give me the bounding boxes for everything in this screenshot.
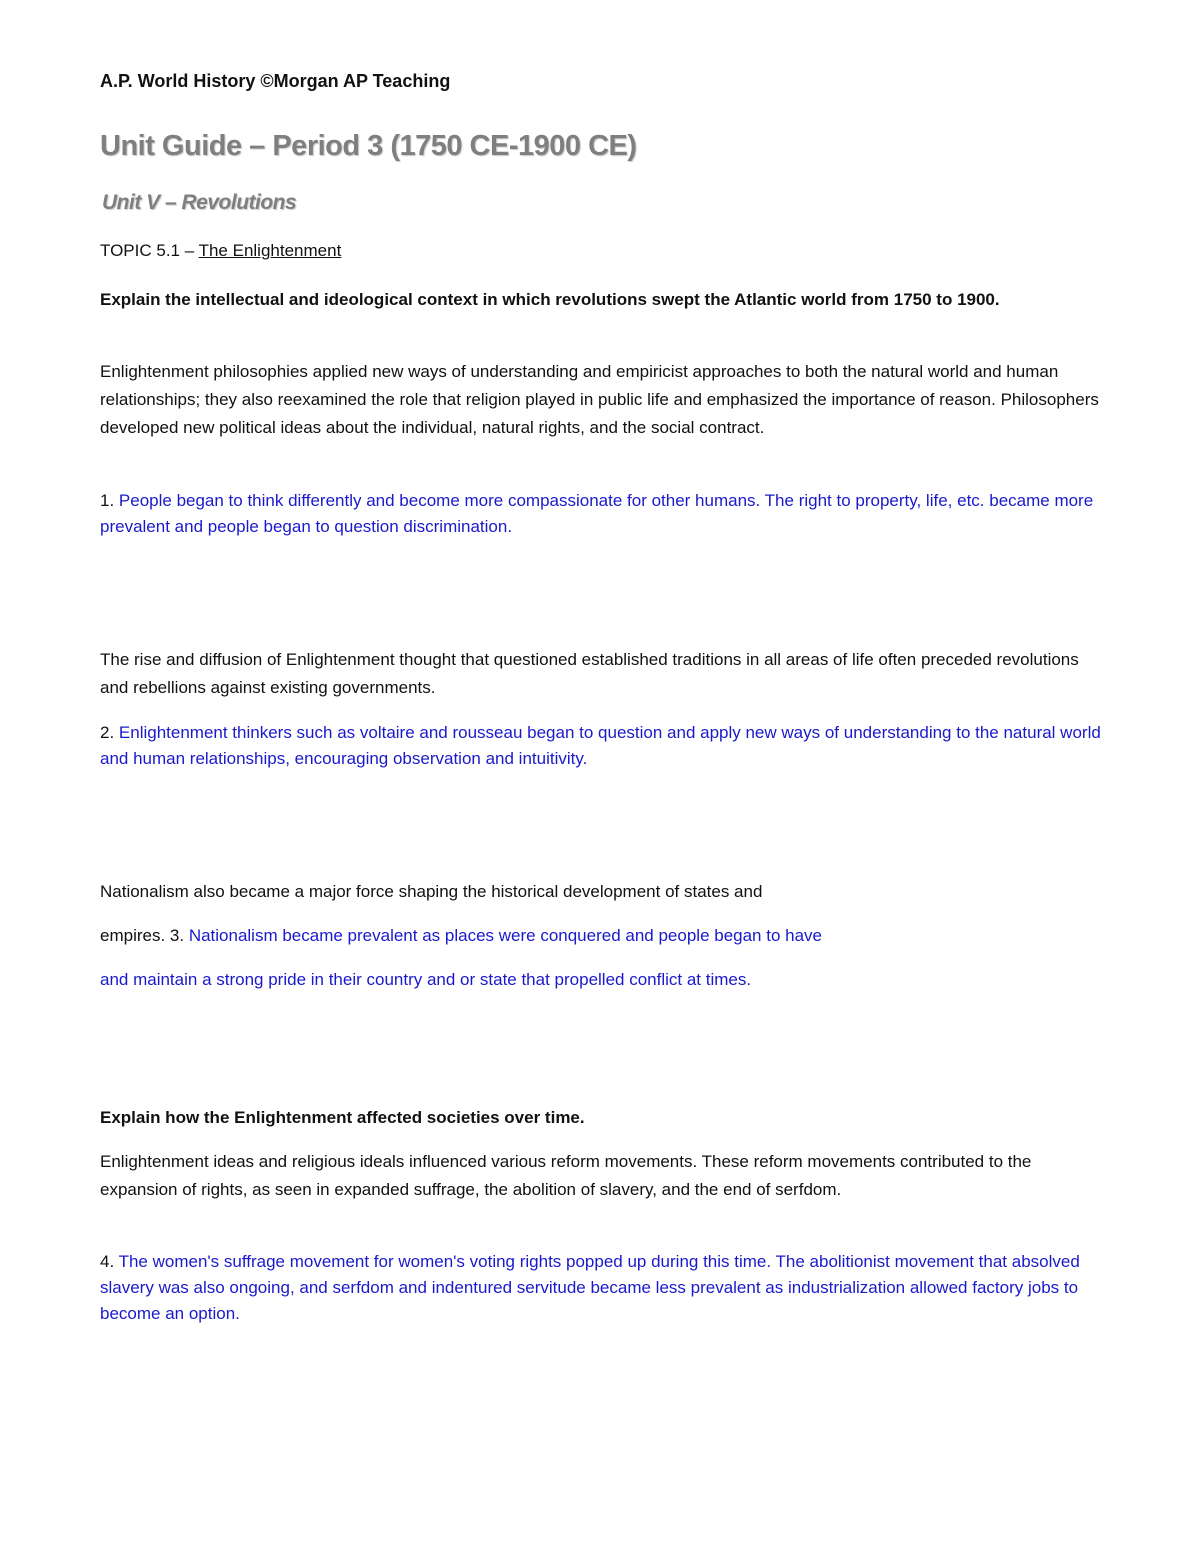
answer-2-number: 2. xyxy=(100,723,119,742)
paragraph-enlightenment-philosophies: Enlightenment philosophies applied new ways of understanding and empiricist approaches to both the natural world and human relationships; they also reexamined the role that religion played in public life and emphasized the importance of reason. Philosophers developed new political ideas about the individual, natural rights, and the social contract. xyxy=(100,362,1099,437)
answer-1 xyxy=(100,488,1110,540)
answer-1-text: People began to think differently and become more compassionate for other humans. The right to property, life, etc. became more prevalent and people began to question discrimination. xyxy=(100,491,1094,536)
nationalism-lead-text: empires. 3. xyxy=(100,926,189,945)
paragraph-nationalism-line-1: Nationalism also became a major force shaping the historical development of states and xyxy=(100,882,763,901)
answer-2-text: Enlightenment thinkers such as voltaire and rousseau began to question and apply new ways of understanding to the natural world and human relationships, encouraging observation and intuitivity. xyxy=(100,723,1101,768)
document-subtitle: Unit V – Revolutions xyxy=(102,191,297,214)
paragraph-rise-diffusion: The rise and diffusion of Enlightenment thought that questioned established traditions in all areas of life often preceded revolutions and rebellions against existing governments. xyxy=(100,650,1079,697)
paragraph-nationalism-line-2 xyxy=(100,926,822,946)
topic-name: The Enlightenment xyxy=(198,241,342,260)
objective-1: Explain the intellectual and ideological context in which revolutions swept the Atlantic world from 1750 to 1900. xyxy=(100,290,1000,309)
course-header: A.P. World History ©Morgan AP Teaching xyxy=(100,71,451,91)
answer-4 xyxy=(100,1249,1110,1327)
paragraph-reform-movements: Enlightenment ideas and religious ideals influenced various reform movements. These reform movements contributed to the expansion of rights, as seen in expanded suffrage, the abolition of slavery, and the end of serfdom. xyxy=(100,1152,1032,1199)
topic-heading xyxy=(100,241,341,261)
answer-4-text: The women's suffrage movement for women's voting rights popped up during this time. The abolitionist movement that absolved slavery was also ongoing, and serfdom and indentured servitude became less prevalent as industrialization allowed factory jobs to become an option. xyxy=(100,1252,1080,1323)
answer-3-line-2: and maintain a strong pride in their country and or state that propelled conflict at times. xyxy=(100,970,752,989)
answer-2 xyxy=(100,720,1110,772)
answer-1-number: 1. xyxy=(100,491,119,510)
answer-3-line-1: Nationalism became prevalent as places were conquered and people began to have xyxy=(188,926,823,945)
answer-4-number: 4. xyxy=(100,1252,119,1271)
topic-prefix: TOPIC 5.1 – xyxy=(100,241,199,260)
document-title: Unit Guide – Period 3 (1750 CE-1900 CE) xyxy=(100,130,637,162)
objective-2: Explain how the Enlightenment affected societies over time. xyxy=(100,1108,585,1127)
